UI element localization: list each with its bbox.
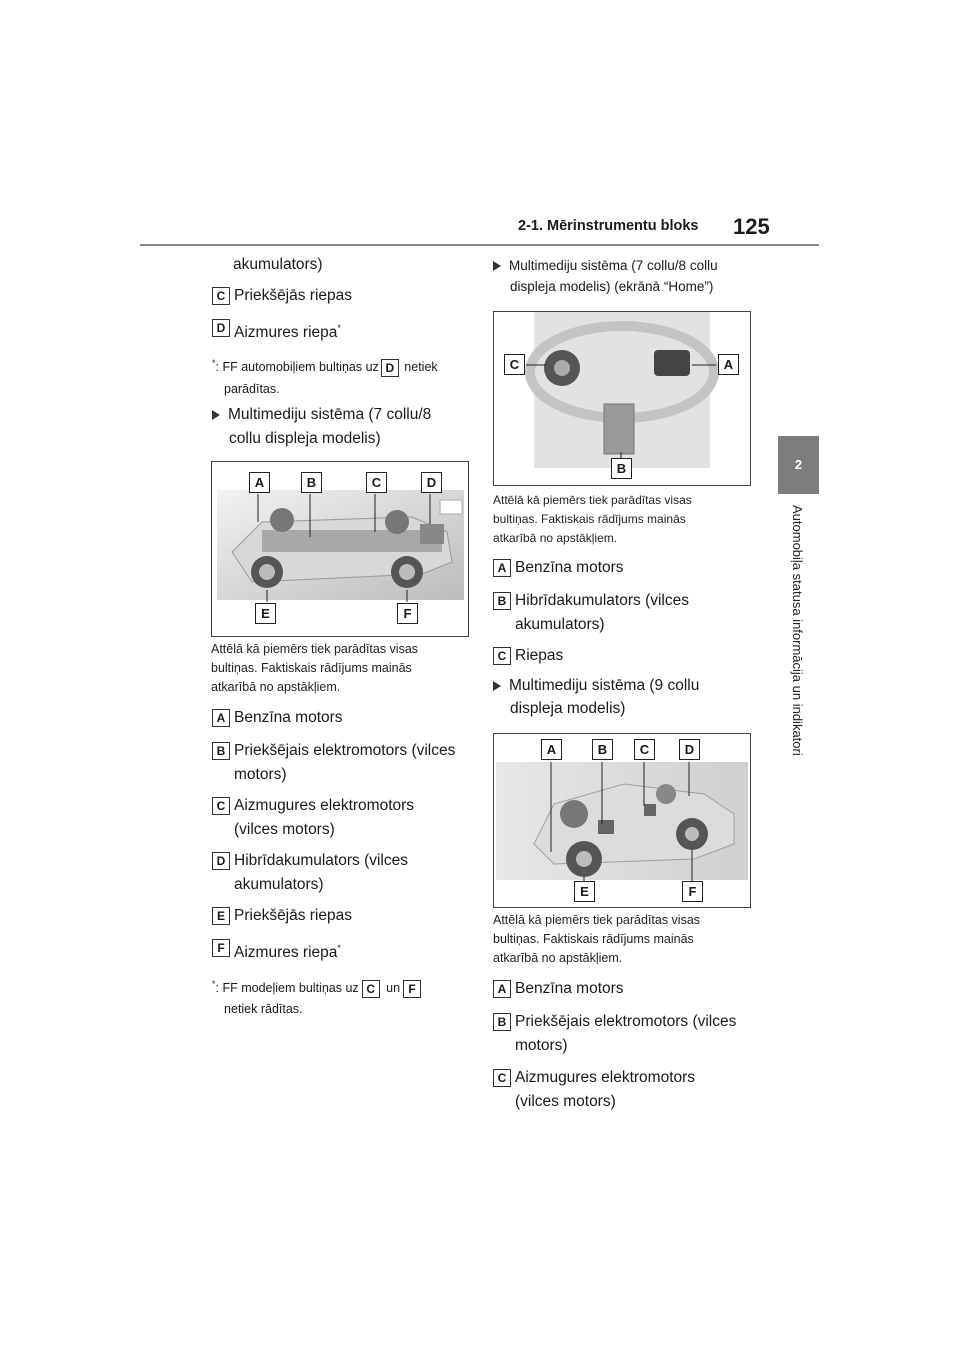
list-item <box>493 644 563 668</box>
list-item-text: Riepas <box>515 647 564 664</box>
list-item-text: Priekšējās riepas <box>234 907 353 924</box>
list-item-text: Aizmugures elektromotors (vilces motors) <box>234 797 415 838</box>
label-badge: B <box>493 1013 511 1031</box>
list-item-text: Benzīna motors <box>234 709 343 726</box>
section-heading: Multimediju sistēma (9 collu <box>493 674 699 698</box>
footnote-line2: netiek rādītas. <box>224 1002 303 1016</box>
section-heading-line2: displeja modelis) (ekrānā “Home”) <box>510 279 714 294</box>
figure-label: A <box>249 472 270 493</box>
list-item <box>493 589 689 637</box>
car-illustration <box>494 734 750 907</box>
footnote: *: FF modeļiem bultiņas uz C un F <box>212 975 424 998</box>
section-title: 2-1. Mērinstrumentu bloks <box>518 218 699 234</box>
bullet-triangle-icon <box>493 261 501 271</box>
figure-caption: bultiņas. Faktiskais rādījums mainās <box>493 932 694 946</box>
label-badge: D <box>212 852 230 870</box>
label-badge: D <box>381 359 399 377</box>
label-badge: A <box>493 980 511 998</box>
list-item-text: Benzīna motors <box>515 980 624 997</box>
bullet-triangle-icon <box>493 681 501 691</box>
bullet-triangle-icon <box>212 410 220 420</box>
list-item <box>212 284 352 308</box>
list-item <box>493 1010 736 1058</box>
figure-label: D <box>421 472 442 493</box>
list-item <box>212 849 408 897</box>
label-badge: C <box>212 287 230 305</box>
list-item-text: Aizmugures elektromotors (vilces motors) <box>515 1069 696 1110</box>
continued-text: akumulators) <box>233 256 323 273</box>
section-heading: Multimediju sistēma (7 collu/8 <box>212 403 431 427</box>
page-number: 125 <box>733 214 770 239</box>
header-rule <box>140 244 819 246</box>
figure-caption: Attēlā kā piemērs tiek parādītas visas <box>493 493 692 507</box>
figure-label: B <box>611 458 632 479</box>
label-badge: D <box>212 319 230 337</box>
figure-caption: bultiņas. Faktiskais rādījums mainās <box>211 661 412 675</box>
list-item <box>212 904 352 928</box>
label-badge: C <box>212 797 230 815</box>
nine-inch-figure <box>493 733 751 908</box>
section-heading-line2: displeja modelis) <box>510 700 626 717</box>
figure-caption: bultiņas. Faktiskais rādījums mainās <box>493 512 686 526</box>
figure-label: D <box>679 739 700 760</box>
footnote: *: FF automobiļiem bultiņas uz D netiek <box>212 358 438 375</box>
figure-caption: Attēlā kā piemērs tiek parādītas visas <box>211 642 419 656</box>
figure-label: B <box>301 472 322 493</box>
figure-caption: atkarībā no apstākļiem. <box>493 531 618 545</box>
list-item-text: Hibrīdakumulators (vilces akumulators) <box>515 592 689 633</box>
figure-label: F <box>682 881 703 902</box>
figure-label: C <box>504 354 525 375</box>
figure-caption: atkarībā no apstākļiem. <box>211 680 341 694</box>
list-item <box>493 977 624 1001</box>
label-badge: E <box>212 907 230 925</box>
chapter-tab[interactable]: 2 <box>778 436 819 494</box>
figure-label: C <box>634 739 655 760</box>
list-item <box>493 556 624 580</box>
chapter-side-title <box>778 505 819 785</box>
figure-label: F <box>397 603 418 624</box>
section-heading: Multimediju sistēma (7 collu/8 collu <box>493 256 718 275</box>
figure-caption: Attēlā kā piemērs tiek parādītas visas <box>493 913 701 927</box>
label-badge: A <box>212 709 230 727</box>
figure-caption: atkarībā no apstākļiem. <box>493 951 623 965</box>
label-badge: B <box>212 742 230 760</box>
list-item-text: Aizmures riepa* <box>234 943 341 962</box>
list-item <box>212 794 414 842</box>
list-item <box>493 1066 695 1114</box>
label-badge: F <box>212 939 230 957</box>
list-item-text: Priekšējais elektromotors (vilces motors) <box>234 742 456 783</box>
label-badge: A <box>493 559 511 577</box>
list-item-text: Benzīna motors <box>515 559 624 576</box>
figure-label: B <box>592 739 613 760</box>
footnote-line2: parādītas. <box>224 382 280 396</box>
label-badge: F <box>403 980 421 998</box>
label-badge: B <box>493 592 511 610</box>
figure-label: E <box>574 881 595 902</box>
list-item <box>212 739 455 787</box>
label-badge: C <box>493 647 511 665</box>
section-heading-line2: collu displeja modelis) <box>229 430 381 447</box>
list-item <box>212 936 341 965</box>
figure-label: E <box>255 603 276 624</box>
label-badge: C <box>493 1069 511 1087</box>
home-screen-figure <box>493 311 751 486</box>
list-item-text: Aizmures riepa* <box>234 323 341 342</box>
chapter-side-title-text: Automobiļa statusa informācija un indikatori <box>789 505 805 756</box>
energy-flow-figure <box>211 461 469 637</box>
list-item-text: Hibrīdakumulators (vilces akumulators) <box>234 852 408 893</box>
label-badge: C <box>362 980 380 998</box>
list-item <box>212 316 341 345</box>
figure-label: C <box>366 472 387 493</box>
list-item-text: Priekšējais elektromotors (vilces motors) <box>515 1013 737 1054</box>
figure-label: A <box>541 739 562 760</box>
list-item <box>212 706 343 730</box>
list-item-text: Priekšējās riepas <box>234 287 353 304</box>
figure-label: A <box>718 354 739 375</box>
